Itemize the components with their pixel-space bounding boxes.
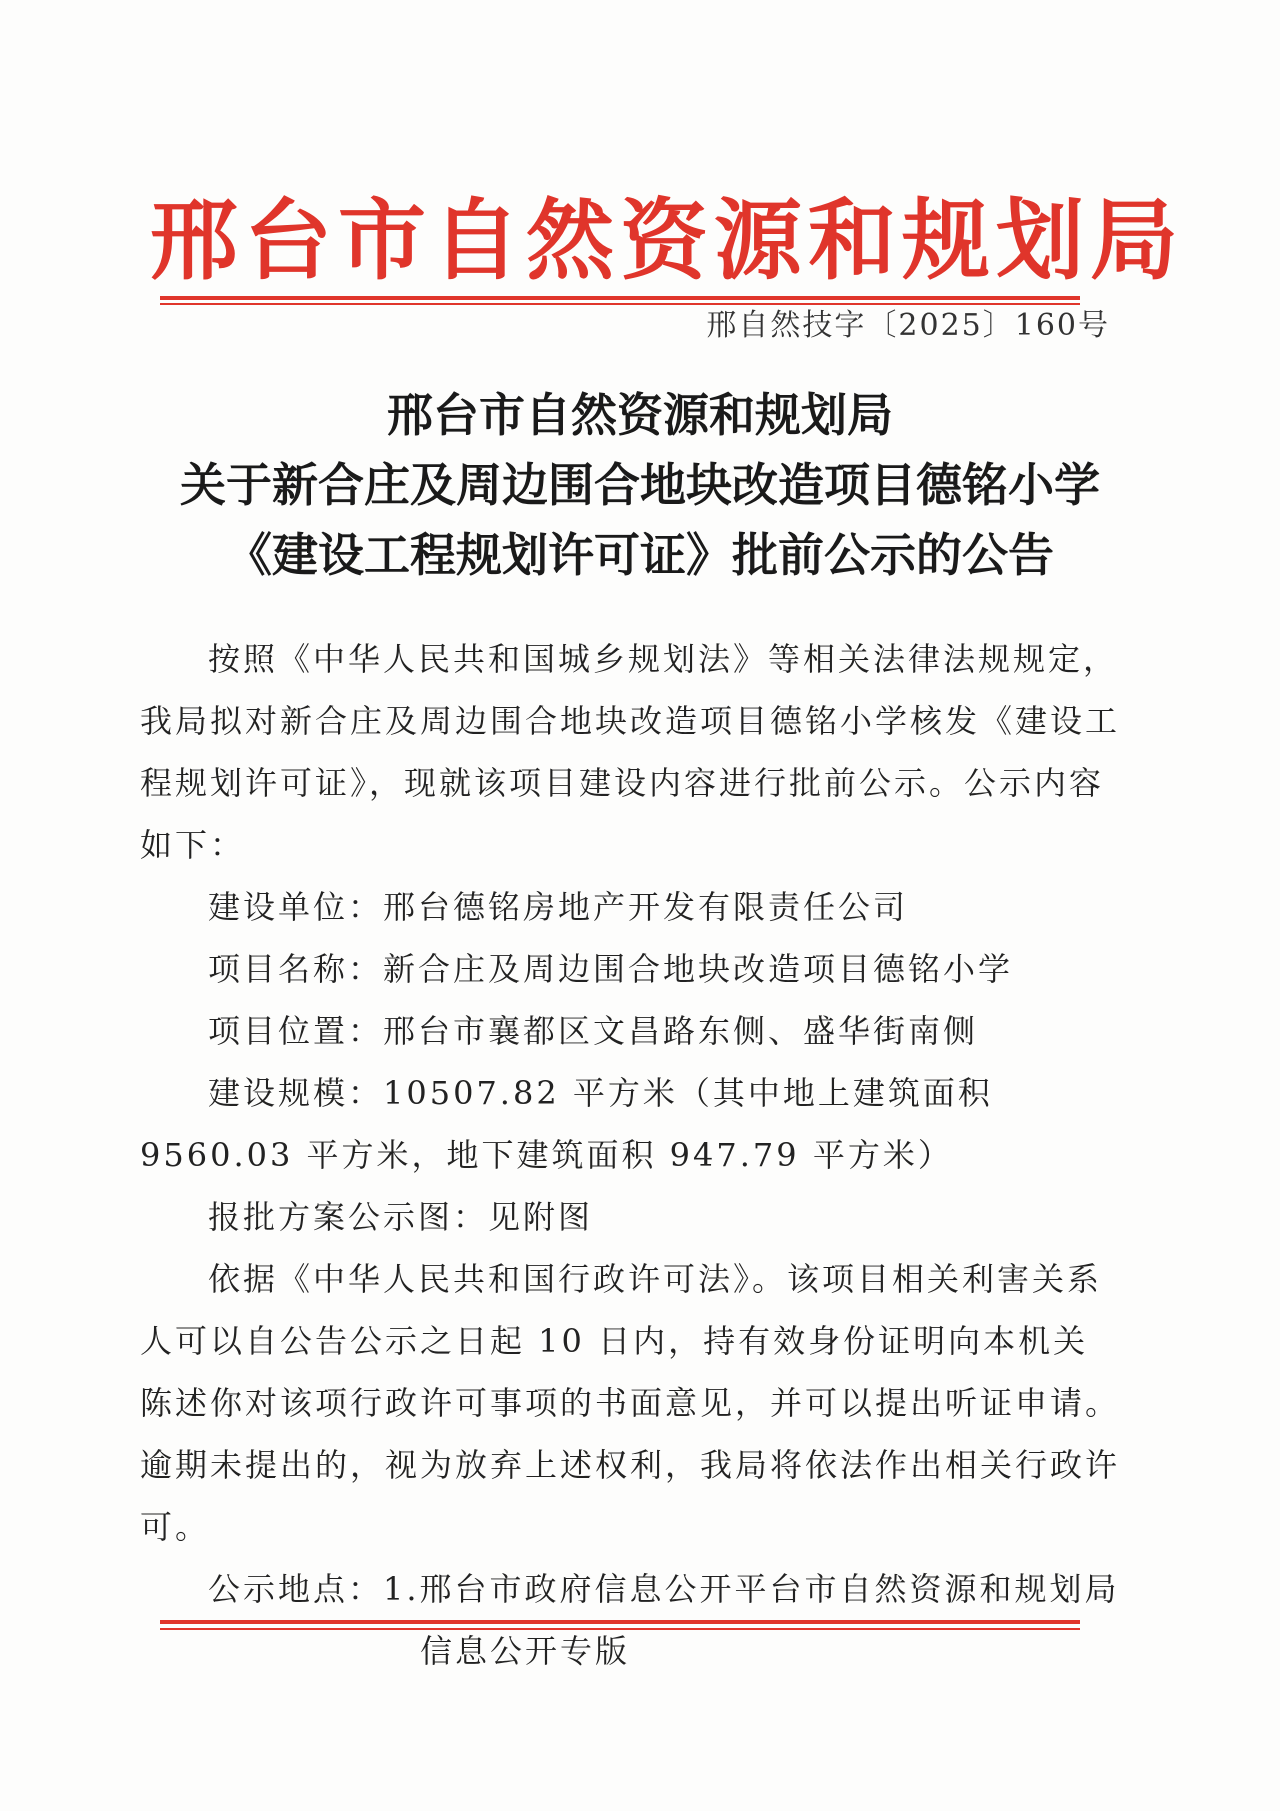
footer-red-rule-thick [160, 1620, 1080, 1624]
document-body [140, 628, 1120, 1682]
masthead-red-rule-thick [160, 296, 1080, 300]
footer-red-rule-thin [160, 1628, 1080, 1630]
publicity-location-continuation: 信息公开专版 [420, 1632, 631, 1670]
title-line-2: 关于新合庄及周边围合地块改造项目德铭小学 [180, 458, 1100, 512]
masthead-red-rule-thin [160, 303, 1080, 305]
publicity-location: 公示地点：1.邢台市政府信息公开平台市自然资源和规划局 [208, 1570, 1120, 1608]
document-number: 邢自然技字〔2025〕160号 [706, 308, 1110, 343]
plan-drawing: 报批方案公示图：见附图 [208, 1198, 594, 1236]
legal-basis-paragraph: 依据《中华人民共和国行政许可法》。该项目相关利害关系人可以自公告公示之日起 10 日内，持有效身份证明向本机关陈述你对该项行政许可事项的书面意见，并可以提出听证申请。逾期未提出的，视为放弃上述权利，我局将依法作出相关行政许可。 [140, 1260, 1121, 1546]
construction-unit: 建设单位：邢台德铭房地产开发有限责任公司 [208, 888, 909, 926]
project-name: 项目名称：新合庄及周边围合地块改造项目德铭小学 [208, 950, 1014, 988]
title-line-3: 《建设工程规划许可证》批前公示的公告 [226, 528, 1054, 582]
project-location: 项目位置：邢台市襄都区文昌路东侧、盛华街南侧 [208, 1012, 979, 1050]
intro-paragraph: 按照《中华人民共和国城乡规划法》等相关法律法规规定，我局拟对新合庄及周边围合地块改造项目德铭小学核发《建设工程规划许可证》，现就该项目建设内容进行批前公示。公示内容如下： [140, 640, 1121, 864]
construction-scale: 建设规模：10507.82 平方米（其中地上建筑面积 9560.03 平方米，地下建筑面积 947.79 平方米） [140, 1074, 993, 1174]
title-line-1: 邢台市自然资源和规划局 [387, 388, 893, 442]
masthead-org-name: 邢台市自然资源和规划局 [150, 188, 1185, 292]
